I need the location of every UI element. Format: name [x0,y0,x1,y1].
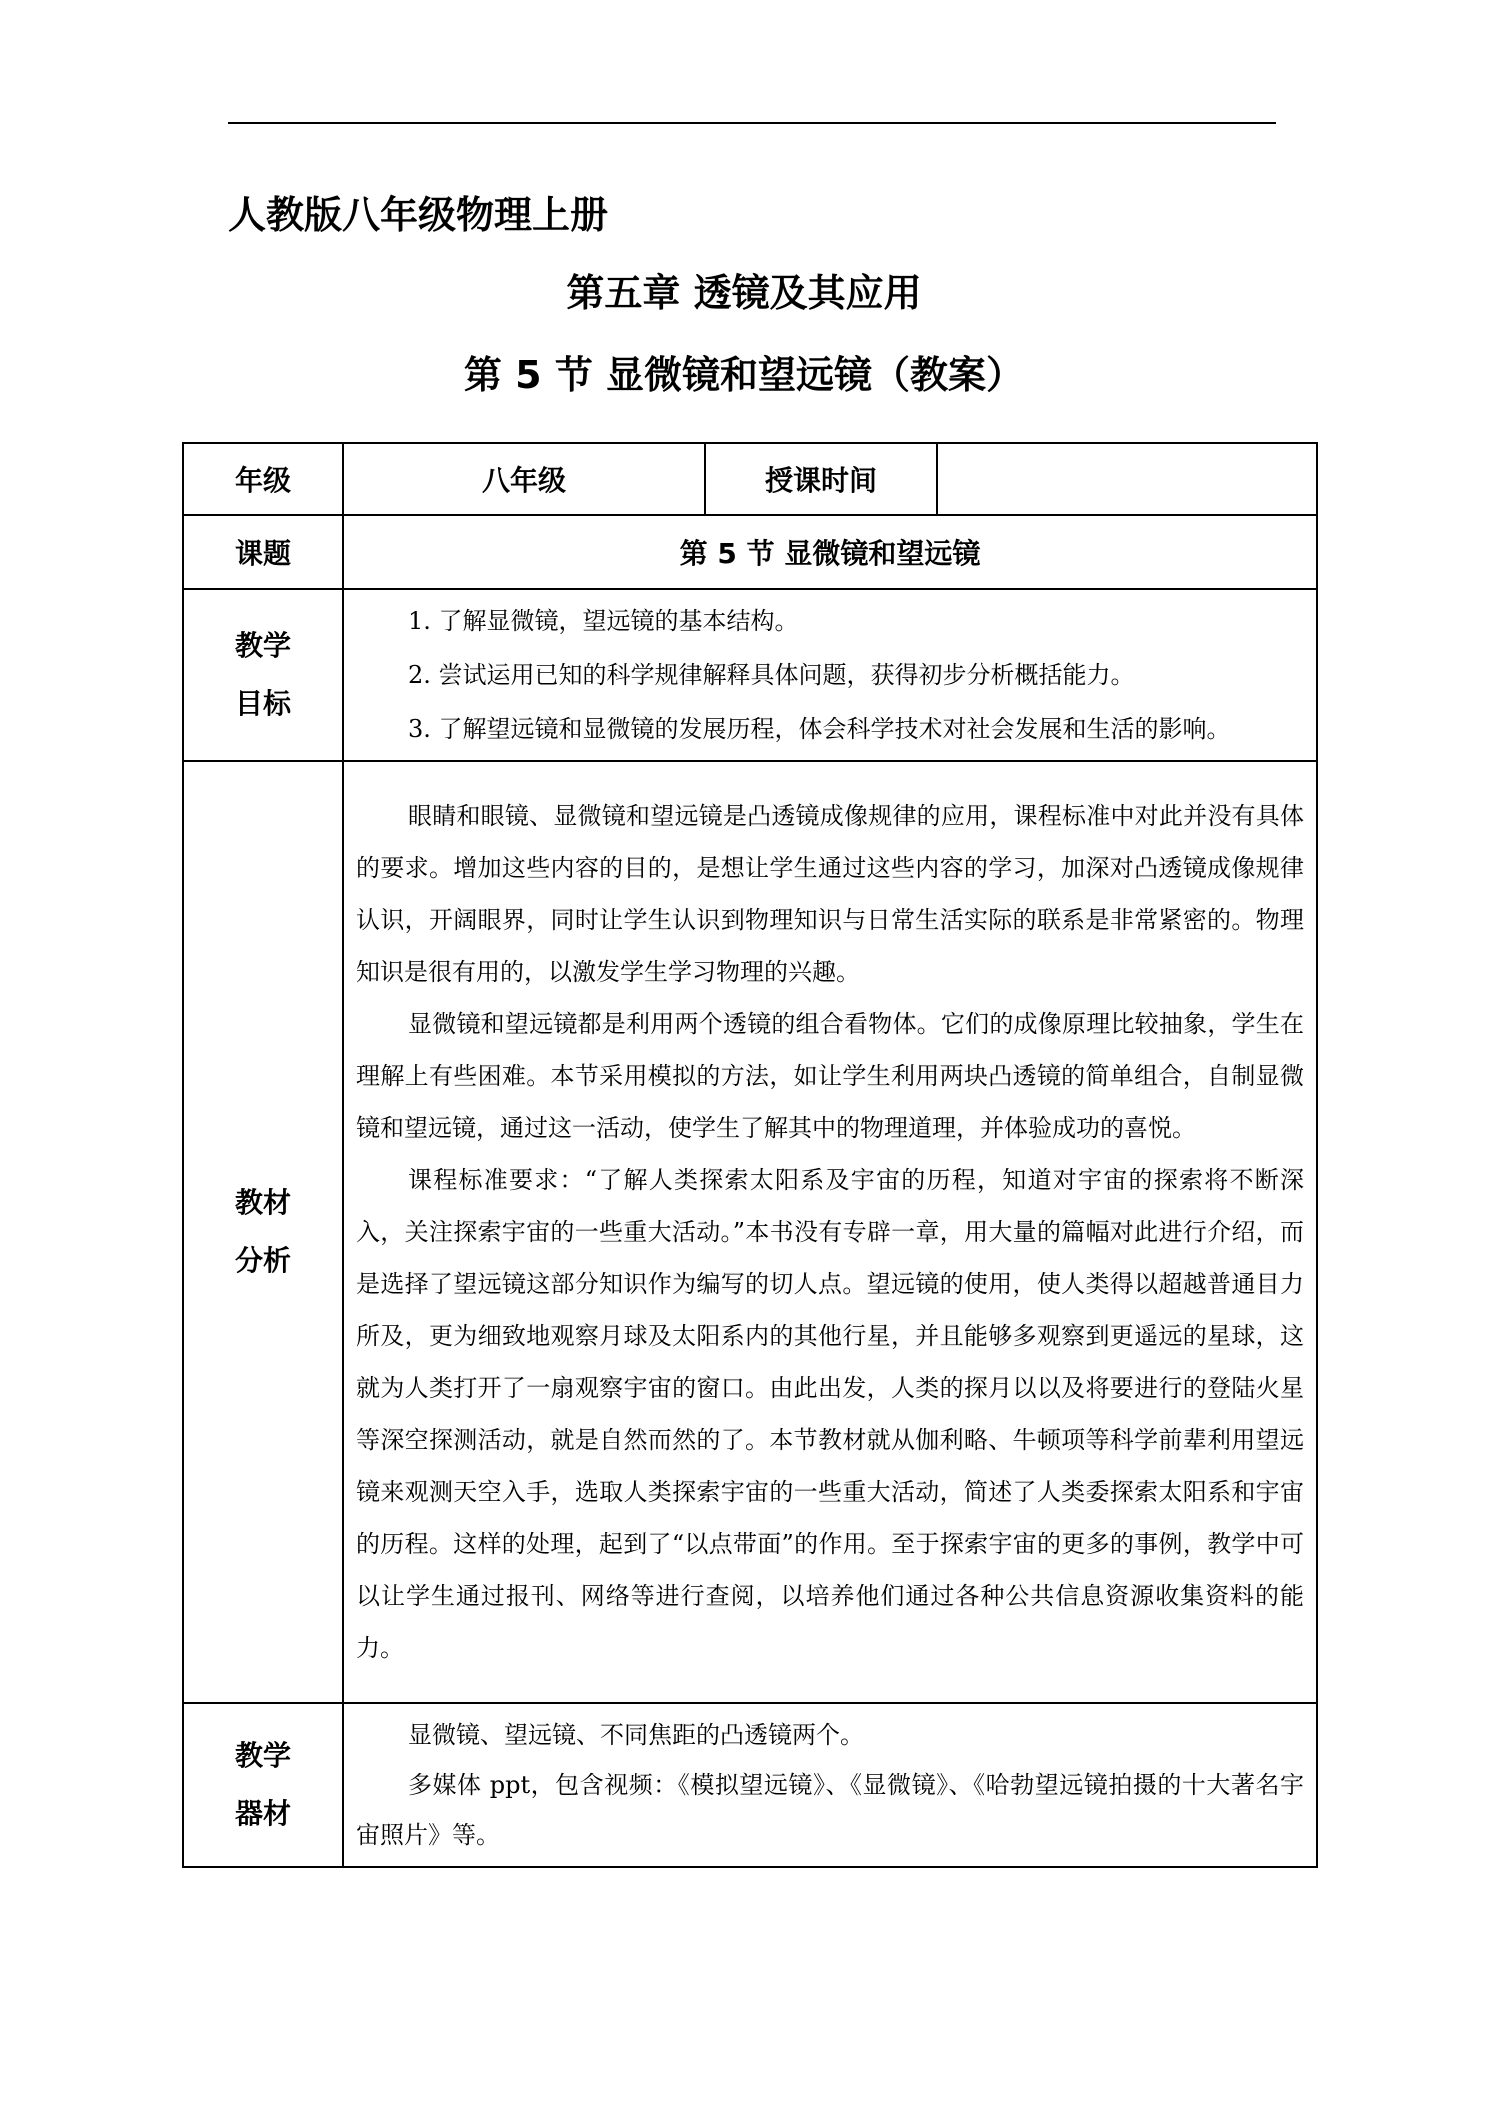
time-value [937,443,1317,515]
goals-content [343,589,1317,761]
chapter-title: 第五章 透镜及其应用 [566,271,922,315]
header-rule [228,122,1276,124]
time-label: 授课时间 [705,443,937,515]
goals-label-line1: 教学 [234,629,291,662]
grade-value: 八年级 [343,443,705,515]
analysis-label-line2: 分析 [234,1244,291,1277]
materials-label [183,1703,343,1867]
goal-item: 3. 了解望远镜和显微镜的发展历程，体会科学技术对社会发展和生活的影响。 [408,715,1231,743]
lesson-plan-table [182,442,1318,1868]
analysis-content [343,761,1317,1703]
section-title: 第 5 节 显微镜和望远镜（教案） [463,353,1025,397]
table-row-analysis [183,761,1317,1703]
materials-content [343,1703,1317,1867]
materials-label-line2: 器材 [234,1797,291,1830]
goals-label-line2: 目标 [234,687,291,720]
topic-label: 课题 [183,515,343,589]
table-row-materials [183,1703,1317,1867]
goals-label [183,589,343,761]
analysis-paragraph: 课程标准要求：“了解人类探索太阳系及宇宙的历程，知道对宇宙的探索将不断深入，关注探索宇宙的一些重大活动。”本书没有专辟一章，用大量的篇幅对此进行介绍，而是选择了望远镜这部分知识作为编写的切人点。望远镜的使用，使人类得以超越普通目力所及，更为细致地观察月球及太阳系内的其他行星，并且能够多观察到更遥远的星球，这就为人类打开了一扇观察宇宙的窗口。由此出发，人类的探月以以及将要进行的登陆火星等深空探测活动，就是自然而然的了。本节教材就从伽利略、牛顿项等科学前辈利用望远镜来观测天空入手，选取人类探索宇宙的一些重大活动，简述了人类委探索太阳系和宇宙的历程。这样的处理，起到了“以点带面”的作用。至于探索宇宙的更多的事例，教学中可以让学生通过报刊、网络等进行查阅，以培养他们通过各种公共信息资源收集资料的能力。 [356,1166,1304,1662]
materials-paragraph: 显微镜、望远镜、不同焦距的凸透镜两个。 [408,1721,864,1749]
goal-item: 1. 了解显微镜，望远镜的基本结构。 [408,607,799,635]
analysis-label-line1: 教材 [234,1186,291,1219]
analysis-paragraph: 显微镜和望远镜都是利用两个透镜的组合看物体。它们的成像原理比较抽象，学生在理解上有些困难。本节采用模拟的方法，如让学生利用两块凸透镜的简单组合，自制显微镜和望远镜，通过这一活动，使学生了解其中的物理道理，并体验成功的喜悦。 [356,1010,1304,1142]
materials-label-line1: 教学 [234,1739,291,1772]
grade-label: 年级 [183,443,343,515]
analysis-label [183,761,343,1703]
materials-paragraph: 多媒体 ppt，包含视频：《模拟望远镜》、《显微镜》、《哈勃望远镜拍摄的十大著名宇宙照片》等。 [356,1771,1304,1849]
table-row-goals [183,589,1317,761]
table-row-grade [183,443,1317,515]
goal-item: 2. 尝试运用已知的科学规律解释具体问题，获得初步分析概括能力。 [408,661,1135,689]
book-title: 人教版八年级物理上册 [228,193,609,237]
table-row-topic [183,515,1317,589]
topic-value: 第 5 节 显微镜和望远镜 [343,515,1317,589]
analysis-paragraph: 眼睛和眼镜、显微镜和望远镜是凸透镜成像规律的应用，课程标准中对此并没有具体的要求。增加这些内容的目的，是想让学生通过这些内容的学习，加深对凸透镜成像规律认识，开阔眼界，同时让学生认识到物理知识与日常生活实际的联系是非常紧密的。物理知识是很有用的，以激发学生学习物理的兴趣。 [356,802,1304,986]
